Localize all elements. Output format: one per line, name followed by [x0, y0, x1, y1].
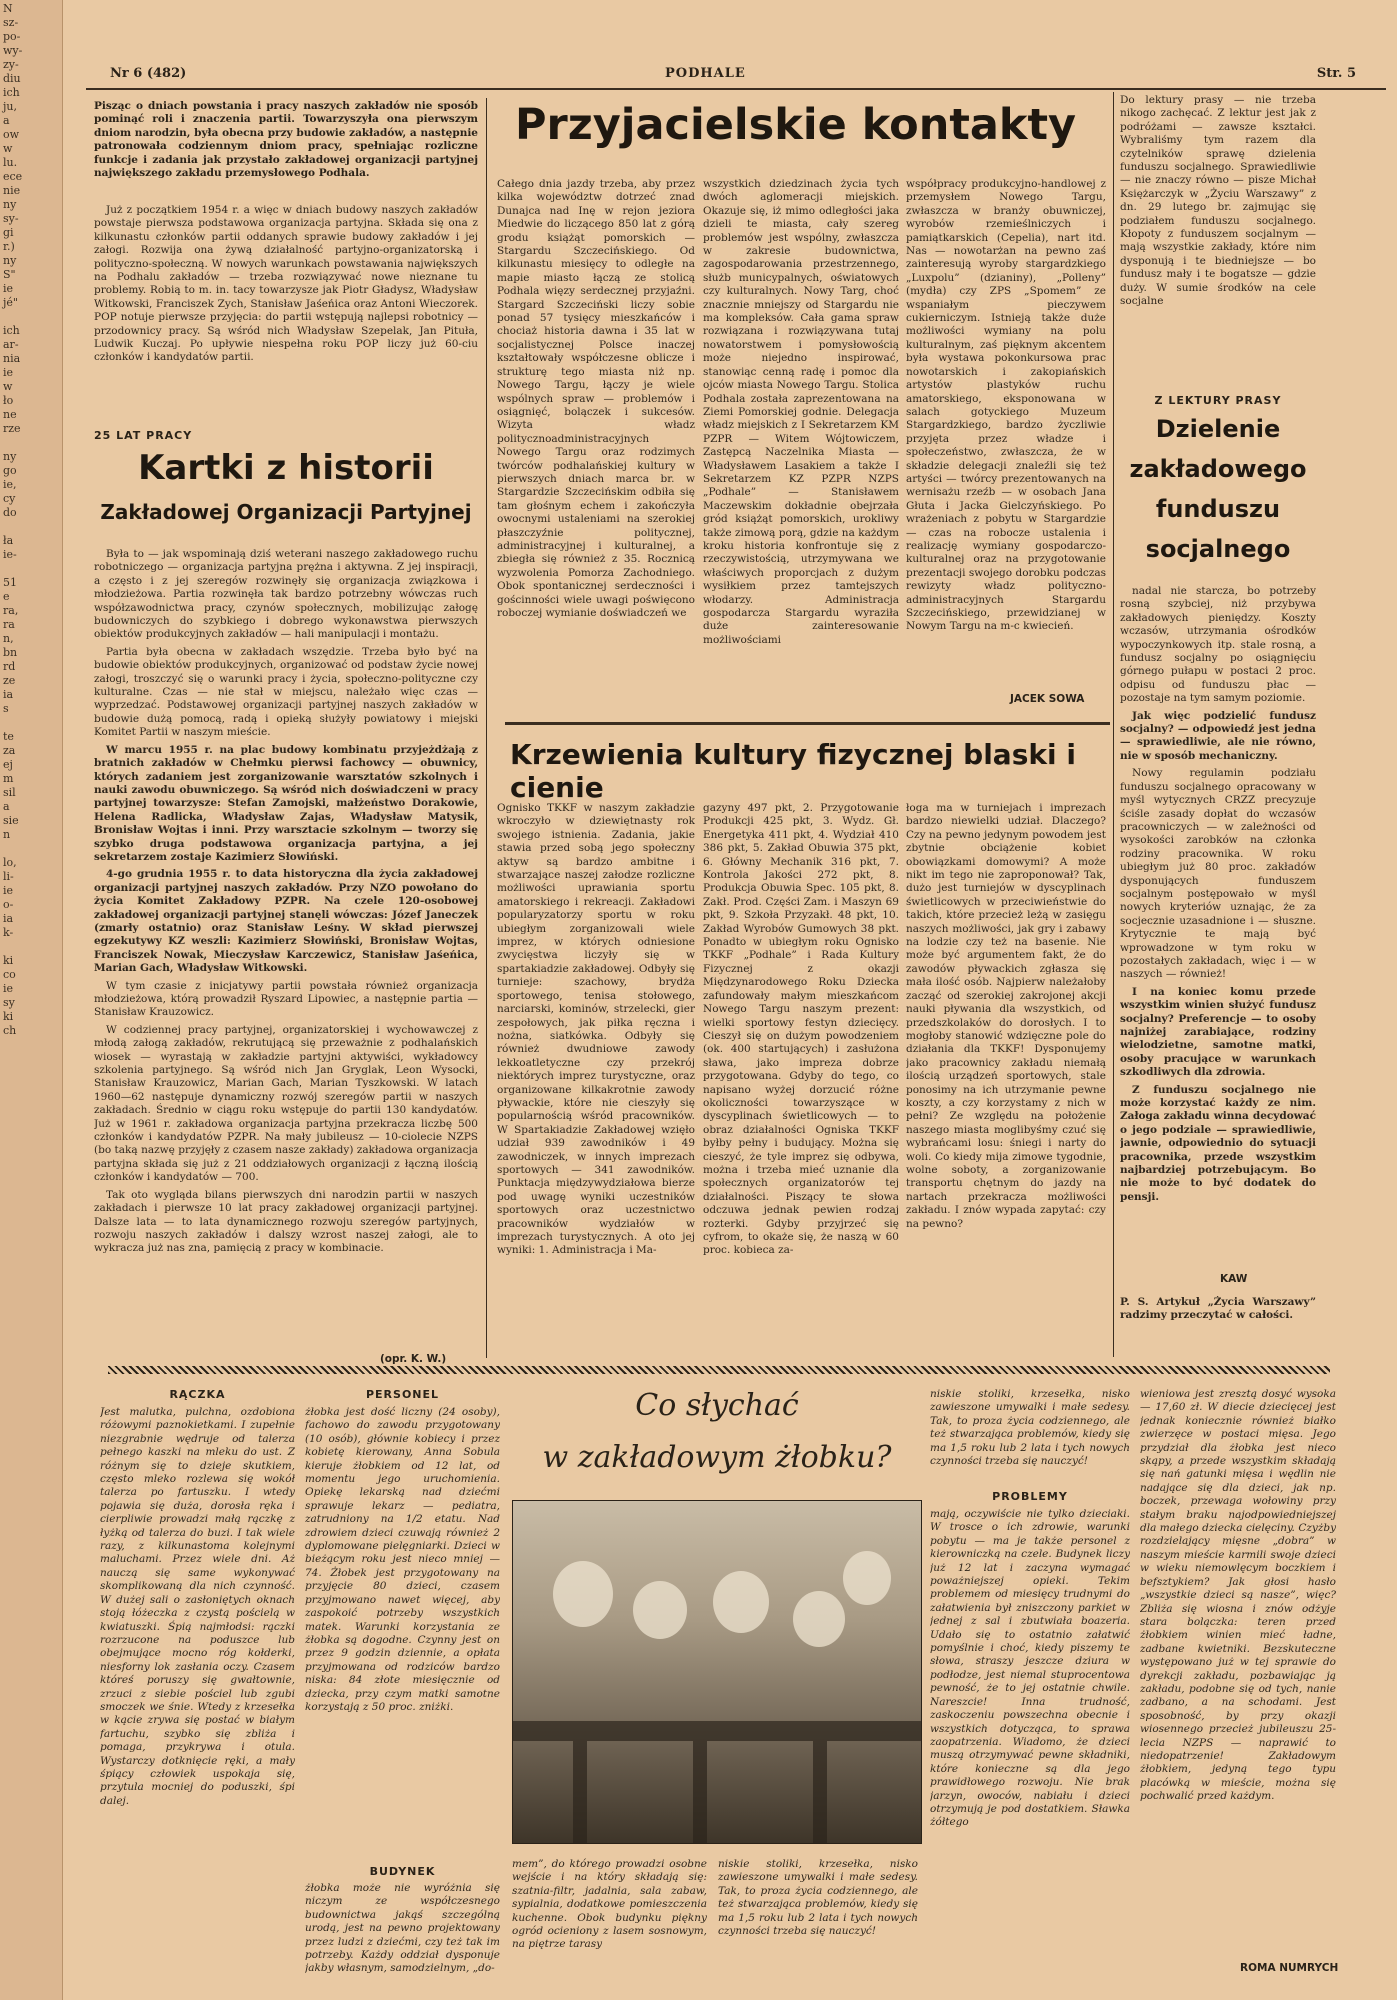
article4-title [1120, 414, 1316, 564]
article5-column-4b: niskie stoliki, krzesełka, nisko zawieszone umywalki i małe sedesy. Tak, to proza życia codziennego, ale też stwarzająca problemów, kiedy się ma 1,5 roku lub 2 lata i tych nowych czynności trzeba się nauczyć! [718, 1858, 918, 1938]
article2-signature: JACEK SOWA [1010, 693, 1085, 705]
column-rule [486, 98, 487, 1358]
raczka-heading: RĄCZKA [169, 1388, 226, 1401]
issue-number: Nr 6 (482) [110, 66, 187, 81]
article1-p1: Już z początkiem 1954 r. a więc w dniach budowy naszych zakładów powstaje pierwsza podstawowa organizacja partyjna. Składa się ona z kilkunastu członków partii oddanych sprawie budowy zakładów i jej załogi. Rozwija ona żywą działalność partyjno-organizatorską i polityczno-społeczną. W nowych warunkach powstawania największych na Podhalu zakładów — trzeba rozwiązywać nowe nieznane tu problemy. Robią to m. in. tacy towarzysze jak Piotr Gładysz, Władysław Witkowski, Franciszek Zych, Stanisław Jaśeńica oraz Antoni Wieczorek. POP notuje pierwsze przyjęcia: do partii wstępują najlepsi robotnicy — przodownicy pracy. Są wśród nich Władysław Szepelak, Jan Pituła, Ludwik Kuczaj. Po upływie niespełna roku POP liczy już 60-ciu członków i kandydatów partii. [94, 204, 478, 364]
article5-column-4: mem”, do którego prowadzi osobne wejście i na który składają się: szatnia-filtr, jadalnia, sala zabaw, sypialnia, dodatkowe pomieszczenia kuchenne. Obok budynku piękny ogród ocieniony z lasem sosnowym, na piętrze tarasy [512, 1858, 707, 1951]
article2-column-1: Całego dnia jazdy trzeba, aby przez kilka województw dotrzeć znad Dunajca nad Inę w rejon jeziora Miedwie do liczącego 850 lat z górą grodu książąt pomorskich — Stargardu Szczecińskiego. Od kilkunastu miesięcy to odległe na mapie miasto łączą ze stolicą Podhala więzy serdecznej przyjaźni. Stargard Szczeciński liczy sobie ponad 57 tysięcy mieszkańców i chociaż historia dawna i 35 lat w socjalistycznej Polsce inaczej kształtowały współczesne oblicze i strukturę tego miasta niż np. Nowego Targu, łączy je wiele wspólnych spraw — problemów i osiągnięć, bolączek i sukcesów. Wizyta władz politycznoadministracyjnych Nowego Targu oraz rodzimych twórców podhalańskiej kultury w pierwszych dniach marca br. w Stargardzie Szczecińskim odbiła się tam głośnym echem i zakończyła owocnymi ustaleniami na szerokiej płaszczyźnie politycznej, administracyjnej i kulturalnej, a zbiegła się również z 35. Rocznicą wyzwolenia Pomorza Zachodniego. Obok spontanicznej serdeczności i gościnności wiele uwagi poświęcono roboczej wymianie doświadczeń we [497, 178, 695, 619]
article2-title: Przyjacielskie kontakty [515, 100, 1077, 150]
personel-text: żłobka jest dość liczny (24 osoby), fachowo do zawodu przygotowany (10 osób), głównie kobiecy i przez kobietę kierowany, Anna Sobula kieruje żłobkiem od 12 lat, od momentu jego uruchomienia. Opiekę lekarską nad dziećmi sprawuje lekarz — pediatra, zatrudniony na 1/2 etatu. Nad zdrowiem dzieci czuwają również 2 dyplomowane pielęgniarki. Dzieci w bieżącym roku jest nieco mniej — 74. Żłobek jest przygotowany na przyjęcie 80 dzieci, czasem przyjmowano nawet więcej, aby zaspokoić potrzeby wszystkich matek. Warunki korzystania ze żłobka są dogodne. Czynny jest on przez 9 godzin dziennie, a opłata przyjmowana od rodziców bardzo niska: 84 złote miesięcznie od dziecka, przy czym matki samotne korzystają z 50 proc. zniżki. [305, 1406, 500, 1713]
article4-label: Z LEKTURY PRASY [1154, 394, 1282, 407]
article4-signature: KAW [1220, 1273, 1248, 1285]
article4-body [1120, 585, 1316, 1345]
article4-question3: Z funduszu socjalnego nie może korzystać każdy ze nim. Załoga zakładu winna decydować o jego podziale — sprawiedliwie, jawnie, odpowiednio do sytuacji pracownika, przede wszystkim najbardziej potrzebującym. Bo nie może to być dodatek do pensji. [1120, 1083, 1316, 1203]
article2-column-3: współpracy produkcyjno-handlowej z przemysłem Nowego Targu, zwłaszcza w branży obuwniczej, wyrobów rzemieślniczych i pamiątkarskich (Cepelia), nart itd. Nas — nowotarżan na pewno zaś zainteresują wyroby stargardzkiego „Luxpolu” (dzianiny), „Polleny” (mydła) czy ZPS „Spomem” ze wspaniałym pieczywem cukierniczym. Istnieją także duże możliwości wymiany na polu kulturalnym, zaś pięknym akcentem była wystawa pokonkursowa prac nowotarskich i zakopiańskich artystów plastyków ruchu amatorskiego, eksponowana w salach gotyckiego Muzeum Stargardzkiego, bardzo życzliwie przyjęta przez władze i społeczeństwo, zwłaszcza, że w składzie delegacji znaleźli się też artyści — twórcy prezentowanych na wernisażu rzeźb — w osobach Jana Głuta i Jacka Gielczyńskiego. Po wrażeniach z pobytu w Stargardzie — czas na robocze ustalenia i realizację wymiany gospodarczo-kulturalnej oraz na przygotowanie prezentacji swojego dorobku podczas rewizyty władz polityczno-administracyjnych Stargardu Szczecińskiego, przewidzianej w Nowym Targu na m-c kwiecień. [906, 178, 1106, 633]
article5-signature: ROMA NUMRYCH [1240, 1962, 1339, 1974]
article4-question1: Jak więc podzielić fundusz socjalny? — odpowiedź jest jedna — sprawiedliwie, ale nie równo, nie w sposób mechaniczny. [1120, 709, 1316, 762]
article4-postscript: P. S. Artykuł „Życia Warszawy” radzimy przeczytać w całości. [1120, 1296, 1316, 1322]
article5-column-5-top: niskie stoliki, krzesełka, nisko zawieszone umywalki i małe sedesy. Tak, to proza życia codziennego, ale też stwarzająca problemów, kiedy się ma 1,5 roku lub 2 lata i tych nowych czynności trzeba się nauczyć! [930, 1388, 1130, 1468]
article3-title: Krzewienia kultury fizycznej blaski i cienie [510, 738, 1076, 804]
section-divider [108, 1366, 1330, 1374]
nursery-photo [512, 1500, 922, 1844]
article2-column-2: wszystkich dziedzinach życia tych dwóch aglomeracji miejskich. Okazuje się, iż mimo odległości jaka dzieli te miasta, cały szereg problemów jest wspólny, zwłaszcza w zakresie budownictwa, zagospodarowania przestrzennego, służb municypalnych, oświatowych czy kulturalnych. Nowy Targ, choć znacznie mniejszy od Stargardu nie ma kompleksów. Cała gama spraw rozwiązana i rozwiązywana tutaj nowatorstwem i pomysłowością może niejedno inspirować, stanowiąc cenną radę i pomoc dla ojców miasta Nowego Targu. Stolica Podhala została zaprezentowana na Ziemi Pomorskiej godnie. Delegacja władz miejskich z I Sekretarzem KM PZPR — Witem Wójtowiczem, Zastępcą Naczelnika Miasta — Władysławem Lasakiem a także I Sekretarzem KZ PZPR NZPS „Podhale” — Stanisławem Maczewskim dokładnie obejrzała gród książąt pomorskich, urokliwy także zimową porą, gdzie na każdym kroku historia konfrontuje się z rzeczywistością, utrzymywana we właściwych proporcjach z dużym wysiłkiem przez tamtejszych włodarzy. Administracja gospodarcza Stargardu wyraziła duże zainteresowanie możliwościami [703, 178, 899, 646]
budynek-heading: BUDYNEK [369, 1865, 436, 1878]
page-header [110, 66, 1380, 84]
article1-p8: Tak oto wygląda bilans pierwszych dni narodzin partii w naszych zakładach i pierwsze 10 lat pracy zakładowej organizacji partyjnej. Dalsze lata — to lata dynamicznego rozwoju szeregów partyjnych, rozwoju naszych zakładów i dalszy wzrost naszej załogi, ale to wykracza już nas zna, pamięcią z pracy w kombinacie. [94, 1188, 478, 1255]
article4-title-line3: funduszu [1155, 495, 1281, 523]
raczka-text: Jest malutka, pulchna, ozdobiona różowymi paznokietkami. I zupełnie niezgrabnie wędruje od talerza pełnego kaszki na mleku do ust. Z różnym się to dzieje skutkiem, często mleko rozlewa się wokół talerza po fartuszku. I wtedy pojawia się duża, dorosła ręka i cierpliwie prowadzi małą rączkę z łyżką od talerza do buzi. I tak wiele razy, z kilkunastoma kolejnymi maluchami. Przez wiele dni. Aż nauczą się same wykonywać skomplikowaną dla nich czynność. W dużej sali o zasłoniętych oknach stoją łóżeczka z czystą pościelą w kwiatuszki. Śpią najmłodsi: rączki rozrzucone na poduszce lub obejmujące mocno róg kołderki, niesforny lok zasłania oczy. Czasem któreś poruszy się gwałtownie, zrzuci z siebie pościel lub zgubi smoczek we śnie. Wtedy z krzesełka w kącie zrywa się postać w białym fartuchu, szybko się zbliża i pomaga, przykrywa i otula. Wystarczy dotknięcie ręki, a mały śpiący człowiek uspokaja się, przytula mocniej do poduszki, śpi dalej. [100, 1406, 295, 1807]
problemy-heading: PROBLEMY [992, 1490, 1068, 1503]
article5-column-6: wieniowa jest zresztą dosyć wysoka — 17,60 zł. W diecie dziecięcej jest jednak koniecznie również białko zwierzęce w postaci mięsa. Jego przydział dla żłobka jest nieco skąpy, a przede wszystkim składają się nań gatunki mięsa i wędlin nie nadające się dla dzieci, jak np. boczek, przewaga wołowiny przy stałym braku najodpowiedniejszej dla małego dziecka cielęciny. Czyżby rozdzielający mięsne „dobra” w naszym mieście karmili swoje dzieci w wieku niemowlęcym boczkiem i befsztykiem? Jak głosi hasło „wszystkie dzieci są nasze”, więc? Zbliża się wiosna i znów odżyje stara bolączka: teren przed żłobkiem winien mieć ładne, zadbane kwietniki. Bezskuteczne występowano już w tej sprawie do dyrekcji zakładu, pozbawiając ją zakładu, podobne się od tych, nanie zadbano, a na schodami. Jest sposobność, by przy okazji wiosennego przecież jubileuszu 25-lecia NZPS — naprawić to niedopatrzenie! Zakładowym żłobkiem, jedyną tego typu placówką w mieście, można się pochwalić przed każdym. [1140, 1388, 1336, 1803]
page-number: Str. 5 [1316, 66, 1356, 81]
article1-intro: Pisząc o dniach powstania i pracy naszych zakładów nie sposób pominąć roli i znaczenia partii. Towarzyszyła ona pierwszym dniom narodzin, była obecna przy budowie zakładów, a następnie patronowała codziennym dniom pracy, spełniając rozliczne funkcje i zadania jak przystało zakładowej organizacji partyjnej największego zakładu przemysłowego Podhala. [94, 100, 478, 180]
article5-title-line2: w zakładowym żłobku? [542, 1440, 892, 1475]
column-rule-right [1113, 92, 1114, 1357]
adjacent-page-edge [0, 0, 63, 2000]
article4-title-line4: socjalnego [1145, 535, 1291, 563]
header-rule [86, 88, 1386, 90]
personel-heading: PERSONEL [365, 1388, 440, 1401]
article-separator [505, 722, 1110, 725]
article4-title-line1: Dzielenie [1155, 415, 1281, 443]
edge-text-fragments: N sz- po- wy- zy- diu ich ju, a ow w lu. ece nie ny sy- gi r.) ny S" ie jé" ich ar- nia ie w ło ne rze ny go ie, cy do ła ie- 51 e ra, ra n, bn rd ze ia s te za ej m sil a sie n lo, li- ie o- ia k- ki co ie sy ki ch [3, 2, 23, 1037]
article1-p3: Partia była obecna w zakładach wszędzie. Trzeba było być na budowie obiektów produkcyjnych, organizować od podstaw życie nowej załogi, troszczyć się o warunki pracy i życia, społeczno-polityczne czy kulturalne. Czas — nie stał w miejscu, należało więc czas — wyprzedzać. Podstawowej organizacji partyjnej naszych zakładów w budowie dużą pomocą, radą i opieką służyły powiatowy i miejski Komitet Partii w naszym mieście. [94, 645, 478, 739]
newspaper-name: PODHALE [665, 66, 746, 81]
article1-paragraph [94, 204, 478, 426]
article4-body1: nadal nie starcza, bo potrzeby rosną szybciej, niż przybywa zakładowych pieniędzy. Koszty wczasów, utrzymania ośrodków wypoczynkowych itp. stale rosną, a fundusz socjalny po osiągnięciu górnego pułapu w postaci 2 proc. odpisu od funduszu płac — pozostaje na tym samym poziomie. [1120, 585, 1316, 705]
article1-p2: Była to — jak wspominają dziś weterani naszego zakładowego ruchu robotniczego — organizacja partyjna prężna i aktywna. Z jej inspiracji, a często i z jej szeregów rozwinęły się organizacja związkowa i młodzieżowa. Partia rozwinęła tak bardzo potrzebny wówczas ruch współzawodnictwa pracy, czynów społecznych, mobilizując załogę budowniczych do szybkiego i dobrego wykonawstwa pierwszych obiektów produkcyjnych zakładów — hali manipulacji i montażu. [94, 548, 478, 641]
article4-body2: Nowy regulamin podziału funduszu socjalnego opracowany w myśl wytycznych CRZZ precyzuje ściśle zasady dopłat do wczasów pracowniczych — w zależności od wysokości zarobków na członka rodziny pracownika. W roku ubiegłym już 80 proc. zakładów dysponujących funduszem socjalnym postępowało w myśl nowych kryteriów uznając, że za socjecznie uzasadnione i — słuszne. Krytycznie te mają być wprowadzone w tym roku w pozostałych zakładach, więc i — w naszych — również! [1120, 767, 1316, 981]
article3-column-1: Ognisko TKKF w naszym zakładzie wkroczyło w dziewiętnasty rok swojego istnienia. Zadania, jakie stawia przed sobą jego społeczny aktyw są bardzo ambitne i stwarzające naszej załodze rozliczne możliwości uprawiania sportu amatorskiego i rekreacji. Zakładowi popularyzatorzy sportu w roku ubiegłym zorganizowali wiele imprez, w których odniesione zwycięstwa liczyły się w spartakiadzie zakładowej. Odbyły się turnieje: szachowy, brydża sportowego, tenisa stołowego, narciarski, kominów, strzelecki, gier zespołowych, jak piłka ręczna i nożna, siatkówka. Odbyły się również dwudniowe zawody lekkoatletyczne czy przekrój niektórych imprez turystyczne, oraz organizowane kilkakrotnie zawody pływackie, które nie cieszyły się popularnością wśród pracowników. W Spartakiadzie Zakładowej wzięło udział 939 zawodników i 49 zawodniczek, w innych imprezach sportowych — 341 zawodników. Punktacja międzywydziałowa bierze pod uwagę wyniki uczestników sportowych oraz uczestnictwo pracowników wydziałów w imprezach turystycznych. A oto jej wyniki: 1. Administracja i Ma- [497, 802, 695, 1257]
budynek-text: żłobka może nie wyróżnia się niczym ze współczesnego budownictwa jakąś szczególną urodą, jest na pewno projektowany przez ludzi z dziećmi, czy też tak im potrzeby. Każdy oddział dysponuje jakby własnym, samodzielnym, „do- [305, 1882, 500, 1975]
article4-intro: Do lektury prasy — nie trzeba nikogo zachęcać. Z lektur jest jak z podróżami — zawsze kształci. Wybraliśmy tym razem dla czytelników sprawę dzielenia funduszu socjalnego. Sprawiedliwie — nie znaczy równo — pisze Michał Księżarczyk w „Życiu Warszawy” z dn. 29 lutego br. zajmując się podziałem funduszu socjalnego. Kłopoty z funduszem socjalnym — mają wszystkie zakłady, które nim dysponują i te biedniejsze — bo fundusz mały i te bogatsze — gdzie duży. W sumie środków na cele socjalne [1120, 94, 1316, 308]
article5-title-line1: Co słychać [635, 1388, 799, 1423]
article4-title-line2: zakładowego [1129, 455, 1307, 483]
article1-p4: W marcu 1955 r. na plac budowy kombinatu przyjeżdżają z bratnich zakładów w Chełmku pierwsi fachowcy — obuwnicy, których zadaniem jest zorganizowanie warsztatów szkolnych i nauki zawodu obuwniczego. Są wśród nich doświadczeni w pracy partyjnej towarzysze: Stefan Zamojski, małżeństwo Dorakowie, Helena Radlicka, Władysław Zajas, Władysław Matysik, Bronisław Wojtas i inni. Przy warsztacie szkolnym — tworzy się szybko druga podstawowa organizacja partyjna, a jej sekretarzem zostaje Kazimierz Słowiński. [94, 743, 478, 863]
article1-p6: W tym czasie z inicjatywy partii powstała również organizacja młodzieżowa, którą prowadził Ryszard Lipowiec, a następnie partia — Stanisław Krauzowicz. [94, 979, 478, 1019]
article1-p5: 4-go grudnia 1955 r. to data historyczna dla życia zakładowej organizacji partyjnej naszych zakładów. Przy NZO powołano do życia Komitet Zakładowy PZPR. Na czele 120-osobowej zakładowej organizacji partyjnej stanęli wówczas: Józef Janeczek (zmarły ostatnio) oraz Stanisław Leśny. W skład pierwszej egzekutywy KZ weszli: Kazimierz Słowiński, Bronisław Wojtas, Franciszek Nowak, Mieczysław Karczewicz, Stanisław Jaśeńica, Marian Gach, Władysław Witkowski. [94, 868, 478, 975]
article1-title: Kartki z historii [138, 448, 434, 488]
article3-column-3: łoga ma w turniejach i imprezach bardzo niewielki udział. Dlaczego? Czy na pewno jedynym powodem jest zbytnie obciążenie kobiet obowiązkami domowymi? A może nikt im tego nie zaproponował? Tak, dużo jest turniejów w dyscyplinach świetlicowych w przeciwieństwie do takich, które przecież leżą w zasięgu naszych możliwości, jak gry i zabawy na lodzie czy też na basenie. Nie może być argumentem fakt, że do zawodów pływackich zgłasza się mała ilość osób. Najpierw należałoby zacząć od szerokiej zakrojonej akcji nauki pływania dla wszystkich, od przedszkolaków do dorosłych. I to mogłoby stanowić wdzięczne pole do działania dla TKKF! Dysponujemy jako pracownicy zakładu niemałą ilością urządzeń sportowych, stale ponosimy na ich utrzymanie pewne koszty, a czy korzystamy z nich w pełni? Ze względu na położenie naszego miasta moglibyśmy czuć się wybrańcami losu: śniegi i narty do woli. Co kiedy mija zimowe tygodnie, wolne soboty, a zorganizowanie transportu chętnym do jazdy na nartach przekracza możliwości zakładu. I znów wypada zapytać: czy na pewno? [906, 802, 1106, 1230]
article1-label: 25 LAT PRACY [94, 429, 193, 442]
article1-subtitle: Zakładowej Organizacji Partyjnej [100, 500, 472, 524]
article4-question2: I na koniec komu przede wszystkim winien służyć fundusz socjalny? Preferencje — to osoby najniżej zarabiające, rodziny wielodzietne, samotne matki, osoby pracujące w warunkach szkodliwych dla zdrowia. [1120, 985, 1316, 1079]
article1-signature: (opr. K. W.) [380, 1353, 447, 1365]
article3-column-2: gazyny 497 pkt, 2. Przygotowanie Produkcji 425 pkt, 3. Wydz. Gł. Energetyka 411 pkt, 4. Wydział 410 386 pkt, 5. Zakład Obuwia 375 pkt, 6. Główny Mechanik 316 pkt, 7. Kontrola Jakości 272 pkt, 8. Produkcja Obuwia Spec. 105 pkt, 8. Zakł. Prod. Części Zam. i Maszyn 69 pkt, 9. Szkoła Przyzakł. 48 pkt, 10. Zakład Wyrobów Gumowych 38 pkt. Ponadto w ubiegłym roku Ognisko TKKF „Podhale” i Rada Kultury Fizycznej z okazji Międzynarodowego Roku Dziecka zafundowały małym mieszkańcom Nowego Targu naszym prezent: wielki sportowy festyn dziecięcy. Cieszył się on dużym powodzeniem (ok. 400 startujących) i zasłużona sława, jako impreza dobrze przygotowana. Gdyby do tego, co napisano wyżej dorzucić różne okoliczności towarzyszące w dyscyplinach świetlicowych — to obraz działalności Ogniska TKKF byłby pełny i budujący. Można się cieszyć, że tyle imprez się odbywa, można i trzeba mieć uznanie dla społecznych organizatorów tej działalności. Piszący te słowa odczuwa jednak pewien rodzaj rozterki. Gdyby przyjrzeć się cyfrom, to okaże się, że naszą w 60 proc. kobieca za- [703, 802, 899, 1257]
problemy-text: mają, oczywiście nie tylko dzieciaki. W trosce o ich zdrowie, warunki pobytu — ma je także personel z kierowniczką na czele. Budynek liczy już 12 lat i zaczyna wymagać poważniejszej opieki. Tekim problemem od miesięcy trudnymi do załatwienia był zniszczony parkiet w jednej z sal i zbutwiała boazeria. Udało się to ostatnio załatwić pomyślnie i choć, kiedy piszemy te słowa, straszy jeszcze dziura w podłodze, jest niemal stuprocentowa pewność, że to jej ostatnie chwile. Nareszcie! Inna trudność, zaskoczeniu powszechna obecnie i wszystkich dotycząca, to sprawa zaopatrzenia. Wiadomo, że dzieci muszą otrzymywać pewne składniki, które konieczne są dla jego prawidłowego rozwoju. Nie brak jarzyn, owoców, nabiału i dzieci otrzymują je pod dostatkiem. Sławka żółtego [930, 1508, 1130, 1829]
article1-p7: W codziennej pracy partyjnej, organizatorskiej i wychowawczej z młodą załogą zakładów, rekrutującą się przeważnie z podhalańskich wiosek — wyrastają w zakładzie partyjni aktywiści, wykładowcy szkolenia partyjnego. Są wśród nich Jan Gryglak, Leon Wysocki, Stanisław Krauzowicz, Marian Gach, Marian Tyszkowski. W latach 1960—62 następuje dynamiczny rozwój szeregów partii w naszych zakładach. Średnio w ciągu roku wstępuje do partii 130 kandydatów. Już w 1961 r. zakładowa organizacja partyjna przekracza liczbę 500 członków i kandydatów PZPR. Na mały jubileusz — 10-ciolecie NZPS (bo taką nazwę przyjęły z czasem nasze zakłady) zakładowa organizacja partyjna składa się już z 21 oddziałowych organizacji z łączną ilością członków i kandydatów — 700. [94, 1023, 478, 1184]
